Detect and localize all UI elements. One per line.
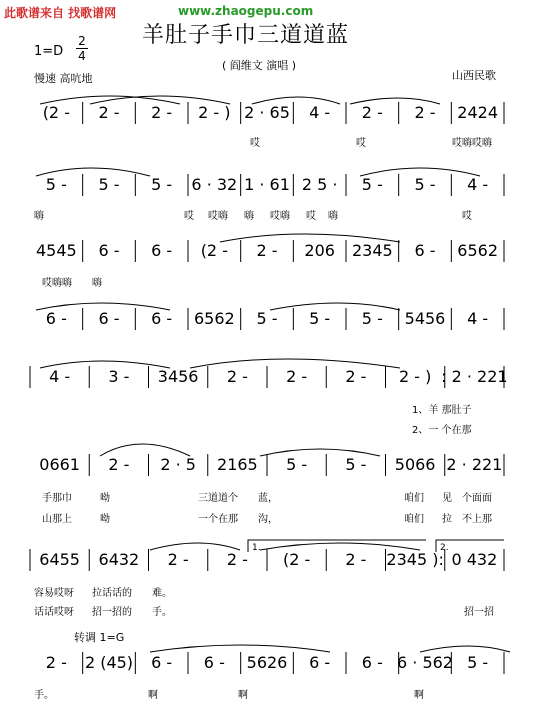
measure-notes: 6 - [309, 653, 331, 672]
measure-notes: 2345 [351, 241, 393, 260]
measure-notes: 6562 [193, 309, 235, 328]
lyric: 拉 [442, 514, 452, 525]
measure-notes: 2 - [45, 653, 67, 672]
measure-notes: 5 - [286, 455, 308, 474]
measure-notes: 6 - [151, 653, 173, 672]
measure-notes: 5626 [246, 653, 288, 672]
lyric: 咱们 [404, 514, 424, 525]
measure-notes: 2 · 221 [446, 455, 503, 474]
lyric: 一个在那 [198, 514, 238, 525]
lyric: 个面面 [462, 493, 492, 504]
measure-notes: : 2 · 221 [441, 367, 508, 386]
lyric: 咱们 [404, 493, 424, 504]
measure-notes: 2 - [98, 103, 120, 122]
lyric: 三道道个 [198, 493, 238, 504]
lyric: 啊 [148, 690, 158, 701]
lyric: 不上那 [462, 514, 492, 525]
measure-notes: 3 - [108, 367, 130, 386]
watermark: www.zhaogepu.com [178, 4, 314, 18]
measure-notes: 5 - [467, 653, 489, 672]
measure-notes: 206 [304, 241, 335, 260]
measure-notes: 2 - [286, 367, 308, 386]
measure-notes: 6 - [98, 309, 120, 328]
measure-notes: 6432 [98, 550, 140, 569]
genre: 山西民歌 [452, 69, 496, 82]
measure-notes: 6455 [39, 550, 80, 569]
measure-notes: (2 - [200, 241, 228, 260]
slur [150, 645, 330, 652]
measure-notes: 2 - [414, 103, 436, 122]
lyric: 手。 [152, 607, 172, 618]
lyric: 哎 [184, 211, 194, 222]
lyric: 嗨 [92, 278, 102, 289]
measure-notes: 5 - [256, 309, 278, 328]
slur [260, 543, 420, 550]
measure-notes: 2 - [226, 550, 248, 569]
measure-notes: 2 · 65 [244, 103, 290, 122]
measure-notes: 2 - ) [398, 367, 432, 386]
measure-notes: 2 - [361, 103, 383, 122]
measure-notes: 6 - [45, 309, 67, 328]
measure-notes: 2 - [151, 103, 173, 122]
measure-notes: 2 (45) [84, 653, 134, 672]
lyric: 蓝， [258, 493, 278, 504]
measure-notes: 5 - [361, 309, 383, 328]
measure-notes: 6 - [414, 241, 436, 260]
lyric: 山那上 [42, 514, 72, 525]
lyric: 难。 [152, 588, 172, 599]
lyric: 呦 [100, 514, 110, 525]
lyric: 手。 [34, 690, 54, 701]
lyric: 见 [442, 493, 452, 504]
lyric: 容易哎呀 [34, 588, 74, 599]
measure-notes: 6 · 562 [397, 653, 453, 672]
measure-notes: 4545 [35, 241, 77, 260]
measure-notes: 4 - [467, 175, 489, 194]
measure-notes: 2424 [457, 103, 499, 122]
site-text: 此歌谱来自 找歌谱网 [4, 6, 117, 20]
slur [150, 543, 240, 550]
ending-1-label: 1. [252, 543, 261, 553]
measure-notes: 5066 [394, 455, 436, 474]
lyric: 哎 [250, 138, 260, 149]
lyric: 嗨 [34, 211, 44, 222]
lyric: 啊 [238, 690, 248, 701]
key-signature: 1=D [34, 44, 64, 59]
lyric: 啊 [414, 690, 424, 701]
measure-notes: 0661 [39, 455, 80, 474]
meter-bottom: 4 [76, 48, 88, 63]
lyric: 拉话话的 [92, 588, 132, 599]
lyric: 手那巾 [42, 493, 72, 504]
page-title: 羊肚子手巾三道道蓝 [142, 23, 350, 48]
measure-notes: (2 - [282, 550, 311, 569]
measure-notes: 6 - [361, 653, 383, 672]
lyric: 沟， [258, 514, 278, 525]
lyric: 话话哎呀 [34, 607, 74, 618]
lyric: 哎 [306, 211, 316, 222]
measure-notes: 2345 ): [386, 550, 444, 569]
singer: ( 阎维文 演唱 ) [222, 59, 297, 72]
measure-notes: 5456 [404, 309, 446, 328]
lyric: 呦 [100, 493, 110, 504]
measure-notes: 4 - [309, 103, 331, 122]
lyric: 嗨 [328, 211, 338, 222]
measure-notes: 1 · 61 [244, 175, 290, 194]
measure-notes: 2 - [167, 550, 189, 569]
modulation: 转调 1=G [74, 631, 125, 644]
measure-notes: 5 - [361, 175, 383, 194]
measure-notes: 2 · 5 [160, 455, 196, 474]
lyric: 哎嗨 [270, 211, 290, 222]
lyric: 招一招 [464, 607, 494, 618]
measure-notes: 2165 [217, 455, 258, 474]
measure-notes: 6562 [457, 241, 499, 260]
lyric: 哎嗨嗨 [42, 278, 72, 289]
tempo-marking: 慢速 高吭地 [34, 72, 93, 85]
slur [420, 646, 510, 652]
measure-notes: 2 - [345, 367, 367, 386]
lyric: 嗨 [244, 211, 254, 222]
ending-2-label: 2. [440, 543, 449, 553]
measure-notes: 2 - [226, 367, 248, 386]
measure-notes: 4 - [49, 367, 71, 386]
measure-notes: 2 - ) [198, 103, 231, 122]
measure-notes: 6 - [203, 653, 225, 672]
lyric: 哎 [356, 138, 366, 149]
measure-notes: 4 - [467, 309, 489, 328]
measure-notes: 2 - [108, 455, 130, 474]
measure-notes: 5 - [45, 175, 67, 194]
measure-notes: 5 - [151, 175, 173, 194]
measure-notes: (2 - [42, 103, 70, 122]
measure-notes: 0 432 [451, 550, 498, 569]
measure-notes: 2 - [256, 241, 278, 260]
measure-notes: 6 - [98, 241, 120, 260]
measure-notes: 6 - [151, 241, 173, 260]
meter-top: 2 [78, 34, 86, 48]
measure-notes: 2 5 · [301, 175, 338, 194]
lyric: 哎嗨 [208, 211, 228, 222]
verse-1-start: 1、羊 那肚子 [412, 405, 472, 416]
measure-notes: 5 - [414, 175, 436, 194]
measure-notes: 5 - [345, 455, 367, 474]
measure-notes: 5 - [309, 309, 331, 328]
measure-notes: 6 - [151, 309, 173, 328]
measure-notes: 6 · 32 [191, 175, 238, 194]
measure-notes: 3456 [157, 367, 199, 386]
verse-2-start: 2、一 个在那 [412, 425, 472, 436]
measure-notes: 5 - [98, 175, 120, 194]
lyric: 哎嗨哎嗨 [452, 138, 492, 149]
measure-notes: 2 - [345, 550, 367, 569]
lyric: 哎 [462, 211, 472, 222]
lyric: 招一招的 [92, 607, 132, 618]
